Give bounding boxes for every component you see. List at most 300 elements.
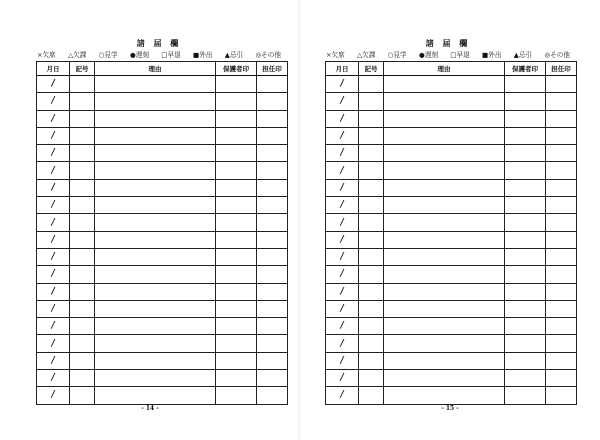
reason-cell[interactable] [95,214,216,231]
date-cell [37,352,70,369]
date-slash: / [340,252,344,263]
reason-cell[interactable] [384,162,505,179]
reason-cell[interactable] [95,370,216,387]
reason-cell[interactable] [95,127,216,144]
table-row [37,162,288,179]
code-cell[interactable] [359,110,384,127]
date-cell [37,283,70,300]
code-cell[interactable] [70,93,95,110]
teacher-seal-cell[interactable] [257,335,288,352]
table-row [37,110,288,127]
table-row [37,387,288,404]
guardian-seal-cell[interactable] [216,335,257,352]
reason-cell[interactable] [384,231,505,248]
header-guardian-seal: 保護者印 [505,62,546,76]
code-cell[interactable] [70,214,95,231]
code-cell[interactable] [70,231,95,248]
date-slash: / [340,390,344,401]
header-teacher-seal: 担任印 [546,62,577,76]
legend-class-absence: △欠課 [357,51,376,59]
code-cell[interactable] [70,127,95,144]
teacher-seal-cell[interactable] [257,76,288,93]
teacher-seal-cell[interactable] [257,127,288,144]
teacher-seal-cell[interactable] [257,318,288,335]
header-date: 月日 [37,62,70,76]
date-cell [326,352,359,369]
table-row [326,179,577,196]
date-cell [37,318,70,335]
guardian-seal-cell[interactable] [505,110,546,127]
date-slash: / [51,113,55,124]
reason-cell[interactable] [384,248,505,265]
code-cell[interactable] [70,179,95,196]
guardian-seal-cell[interactable] [216,318,257,335]
teacher-seal-cell[interactable] [257,387,288,404]
legend-observation: ○見学 [98,51,118,59]
guardian-seal-cell[interactable] [505,76,546,93]
reason-cell[interactable] [384,214,505,231]
table-row [37,93,288,110]
table-row [37,300,288,317]
teacher-seal-cell[interactable] [257,93,288,110]
legend-absent: ×欠席 [37,51,56,59]
guardian-seal-cell[interactable] [216,127,257,144]
date-cell [326,335,359,352]
teacher-seal-cell[interactable] [546,162,577,179]
table-row [37,335,288,352]
date-slash: / [51,234,55,245]
date-slash: / [340,304,344,314]
guardian-seal-cell[interactable] [216,352,257,369]
date-cell [326,387,359,404]
teacher-seal-cell[interactable] [546,387,577,404]
header-code: 記号 [70,62,95,76]
date-cell [326,370,359,387]
date-slash: / [51,321,55,332]
table-row [326,162,577,179]
teacher-seal-cell[interactable] [257,179,288,196]
date-cell [37,76,70,93]
date-cell [326,110,359,127]
reason-cell[interactable] [384,110,505,127]
table-row [37,352,288,369]
guardian-seal-cell[interactable] [216,162,257,179]
date-cell [37,197,70,214]
table-row [37,231,288,248]
date-cell [326,197,359,214]
reason-cell[interactable] [384,387,505,404]
code-cell[interactable] [359,352,384,369]
table-row [326,370,577,387]
teacher-seal-cell[interactable] [546,352,577,369]
notification-sheet [36,38,282,405]
reason-cell[interactable] [95,352,216,369]
date-cell [37,145,70,162]
date-cell [326,300,359,317]
legend-absent: ×欠席 [326,51,345,59]
reason-cell[interactable] [384,335,505,352]
reason-cell[interactable] [95,248,216,265]
code-cell[interactable] [359,300,384,317]
reason-cell[interactable] [95,318,216,335]
guardian-seal-cell[interactable] [216,76,257,93]
reason-cell[interactable] [95,266,216,283]
guardian-seal-cell[interactable] [505,231,546,248]
date-slash: / [51,217,55,228]
date-slash: / [340,234,344,245]
teacher-seal-cell[interactable] [257,162,288,179]
guardian-seal-cell[interactable] [505,197,546,214]
teacher-seal-cell[interactable] [546,248,577,265]
symbol-legend [36,49,282,61]
table-row [37,197,288,214]
reason-cell[interactable] [384,266,505,283]
code-cell[interactable] [359,370,384,387]
code-cell[interactable] [359,231,384,248]
right-page [300,0,600,440]
date-slash: / [51,286,55,297]
teacher-seal-cell[interactable] [546,127,577,144]
code-cell[interactable] [70,145,95,162]
teacher-seal-cell[interactable] [546,231,577,248]
table-row [326,76,577,93]
reason-cell[interactable] [384,352,505,369]
table-row [326,110,577,127]
table-row [326,248,577,265]
page-number: - 14 - [141,405,159,412]
code-cell[interactable] [359,179,384,196]
header-reason: 理由 [95,62,216,76]
date-cell [326,162,359,179]
date-cell [37,231,70,248]
guardian-seal-cell[interactable] [216,231,257,248]
date-cell [37,93,70,110]
guardian-seal-cell[interactable] [505,179,546,196]
code-cell[interactable] [359,248,384,265]
teacher-seal-cell[interactable] [257,283,288,300]
table-row [326,214,577,231]
teacher-seal-cell[interactable] [546,318,577,335]
date-cell [37,300,70,317]
guardian-seal-cell[interactable] [505,387,546,404]
legend-class-absence: △欠課 [68,51,87,59]
guardian-seal-cell[interactable] [216,300,257,317]
guardian-seal-cell[interactable] [216,145,257,162]
code-cell[interactable] [70,76,95,93]
reason-cell[interactable] [95,231,216,248]
table-row [326,127,577,144]
code-cell[interactable] [70,387,95,404]
teacher-seal-cell[interactable] [546,370,577,387]
table-row [37,248,288,265]
guardian-seal-cell[interactable] [505,127,546,144]
date-cell [326,93,359,110]
date-cell [37,370,70,387]
teacher-seal-cell[interactable] [257,110,288,127]
table-row [37,283,288,300]
code-cell[interactable] [70,248,95,265]
guardian-seal-cell[interactable] [505,352,546,369]
date-slash: / [340,355,344,366]
date-slash: / [340,269,344,280]
date-cell [37,214,70,231]
teacher-seal-cell[interactable] [257,300,288,317]
date-slash: / [340,321,344,332]
header-guardian-seal: 保護者印 [216,62,257,76]
table-row [37,76,288,93]
table-row [37,145,288,162]
date-slash: / [51,148,55,159]
guardian-seal-cell[interactable] [216,214,257,231]
guardian-seal-cell[interactable] [505,145,546,162]
guardian-seal-cell[interactable] [216,179,257,196]
date-cell [326,248,359,265]
guardian-seal-cell[interactable] [216,248,257,265]
guardian-seal-cell[interactable] [216,283,257,300]
legend-late: ●遅刻 [418,51,438,59]
guardian-seal-cell[interactable] [505,370,546,387]
code-cell[interactable] [359,318,384,335]
date-cell [326,266,359,283]
date-slash: / [340,165,344,176]
date-cell [37,387,70,404]
teacher-seal-cell[interactable] [546,214,577,231]
reason-cell[interactable] [384,127,505,144]
code-cell[interactable] [359,127,384,144]
guardian-seal-cell[interactable] [216,93,257,110]
date-cell [326,145,359,162]
reason-cell[interactable] [95,93,216,110]
notification-table [325,61,577,405]
date-slash: / [340,182,344,193]
date-cell [326,231,359,248]
reason-cell[interactable] [95,76,216,93]
legend-mourning: ▲忌引 [513,51,533,59]
table-header-row [37,62,288,76]
legend-other: ◎その他 [544,51,570,59]
reason-cell[interactable] [95,197,216,214]
date-slash: / [51,338,55,349]
code-cell[interactable] [70,318,95,335]
table-row [326,283,577,300]
teacher-seal-cell[interactable] [257,248,288,265]
date-slash: / [51,182,55,193]
teacher-seal-cell[interactable] [257,231,288,248]
date-slash: / [340,148,344,159]
guardian-seal-cell[interactable] [216,370,257,387]
teacher-seal-cell[interactable] [546,145,577,162]
reason-cell[interactable] [384,197,505,214]
guardian-seal-cell[interactable] [505,214,546,231]
legend-going-out: ■外出 [193,51,213,59]
date-slash: / [51,200,55,211]
date-slash: / [51,373,55,384]
date-cell [326,179,359,196]
date-slash: / [51,390,55,401]
date-slash: / [340,79,344,90]
code-cell[interactable] [359,214,384,231]
table-row [326,300,577,317]
guardian-seal-cell[interactable] [505,335,546,352]
code-cell[interactable] [70,370,95,387]
date-cell [37,335,70,352]
table-row [326,352,577,369]
date-slash: / [340,200,344,211]
symbol-legend [325,49,571,61]
reason-cell[interactable] [95,145,216,162]
date-cell [37,127,70,144]
teacher-seal-cell[interactable] [546,300,577,317]
code-cell[interactable] [70,335,95,352]
teacher-seal-cell[interactable] [257,197,288,214]
date-cell [37,248,70,265]
reason-cell[interactable] [95,283,216,300]
notification-table [36,61,288,405]
guardian-seal-cell[interactable] [505,300,546,317]
code-cell[interactable] [70,300,95,317]
table-row [326,145,577,162]
teacher-seal-cell[interactable] [257,145,288,162]
guardian-seal-cell[interactable] [505,93,546,110]
date-cell [37,110,70,127]
legend-other: ◎その他 [255,51,281,59]
teacher-seal-cell[interactable] [257,370,288,387]
guardian-seal-cell[interactable] [505,162,546,179]
code-cell[interactable] [70,197,95,214]
reason-cell[interactable] [95,162,216,179]
code-cell[interactable] [70,352,95,369]
code-cell[interactable] [359,76,384,93]
header-teacher-seal: 担任印 [257,62,288,76]
legend-early-leave: □早退 [161,51,181,59]
code-cell[interactable] [359,283,384,300]
legend-mourning: ▲忌引 [224,51,244,59]
teacher-seal-cell[interactable] [546,197,577,214]
date-slash: / [51,79,55,90]
teacher-seal-cell[interactable] [257,266,288,283]
legend-early-leave: □早退 [450,51,470,59]
guardian-seal-cell[interactable] [505,283,546,300]
reason-cell[interactable] [384,145,505,162]
code-cell[interactable] [70,162,95,179]
reason-cell[interactable] [95,335,216,352]
date-slash: / [340,338,344,349]
sheet-title: 諸 届 欄 [425,38,471,48]
table-row [37,370,288,387]
sheet-title: 諸 届 欄 [136,38,182,48]
date-slash: / [51,269,55,280]
date-slash: / [340,113,344,124]
teacher-seal-cell[interactable] [546,93,577,110]
table-row [326,93,577,110]
table-row [326,318,577,335]
teacher-seal-cell[interactable] [546,335,577,352]
table-row [326,335,577,352]
guardian-seal-cell[interactable] [505,248,546,265]
guardian-seal-cell[interactable] [216,387,257,404]
date-slash: / [340,131,344,142]
date-slash: / [51,304,55,314]
teacher-seal-cell[interactable] [546,283,577,300]
teacher-seal-cell[interactable] [546,179,577,196]
code-cell[interactable] [359,93,384,110]
date-slash: / [340,286,344,297]
reason-cell[interactable] [384,370,505,387]
date-slash: / [340,217,344,228]
header-reason: 理由 [384,62,505,76]
code-cell[interactable] [70,266,95,283]
table-row [326,266,577,283]
table-row [37,266,288,283]
date-slash: / [51,252,55,263]
date-slash: / [51,96,55,107]
reason-cell[interactable] [384,93,505,110]
teacher-seal-cell[interactable] [546,110,577,127]
teacher-seal-cell[interactable] [546,266,577,283]
reason-cell[interactable] [95,300,216,317]
code-cell[interactable] [359,162,384,179]
reason-cell[interactable] [384,179,505,196]
date-slash: / [51,131,55,142]
guardian-seal-cell[interactable] [505,318,546,335]
date-cell [37,162,70,179]
date-cell [326,318,359,335]
code-cell[interactable] [70,110,95,127]
table-header-row [326,62,577,76]
notification-sheet [325,38,571,405]
guardian-seal-cell[interactable] [216,197,257,214]
teacher-seal-cell[interactable] [546,76,577,93]
date-cell [326,127,359,144]
guardian-seal-cell[interactable] [216,110,257,127]
reason-cell[interactable] [95,387,216,404]
date-cell [37,179,70,196]
legend-late: ●遅刻 [129,51,149,59]
reason-cell[interactable] [95,179,216,196]
reason-cell[interactable] [95,110,216,127]
date-slash: / [51,355,55,366]
reason-cell[interactable] [384,76,505,93]
code-cell[interactable] [359,335,384,352]
teacher-seal-cell[interactable] [257,214,288,231]
teacher-seal-cell[interactable] [257,352,288,369]
date-cell [37,266,70,283]
table-row [37,127,288,144]
reason-cell[interactable] [384,300,505,317]
date-slash: / [51,165,55,176]
table-row [37,318,288,335]
header-date: 月日 [326,62,359,76]
table-row [37,214,288,231]
code-cell[interactable] [359,266,384,283]
date-slash: / [340,373,344,384]
table-row [326,231,577,248]
code-cell[interactable] [359,145,384,162]
code-cell[interactable] [359,387,384,404]
page-number: - 15 - [441,405,459,412]
guardian-seal-cell[interactable] [216,266,257,283]
table-row [37,179,288,196]
date-cell [326,214,359,231]
header-code: 記号 [359,62,384,76]
reason-cell[interactable] [384,318,505,335]
code-cell[interactable] [70,283,95,300]
date-cell [326,283,359,300]
table-row [326,387,577,404]
guardian-seal-cell[interactable] [505,266,546,283]
code-cell[interactable] [359,197,384,214]
reason-cell[interactable] [384,283,505,300]
